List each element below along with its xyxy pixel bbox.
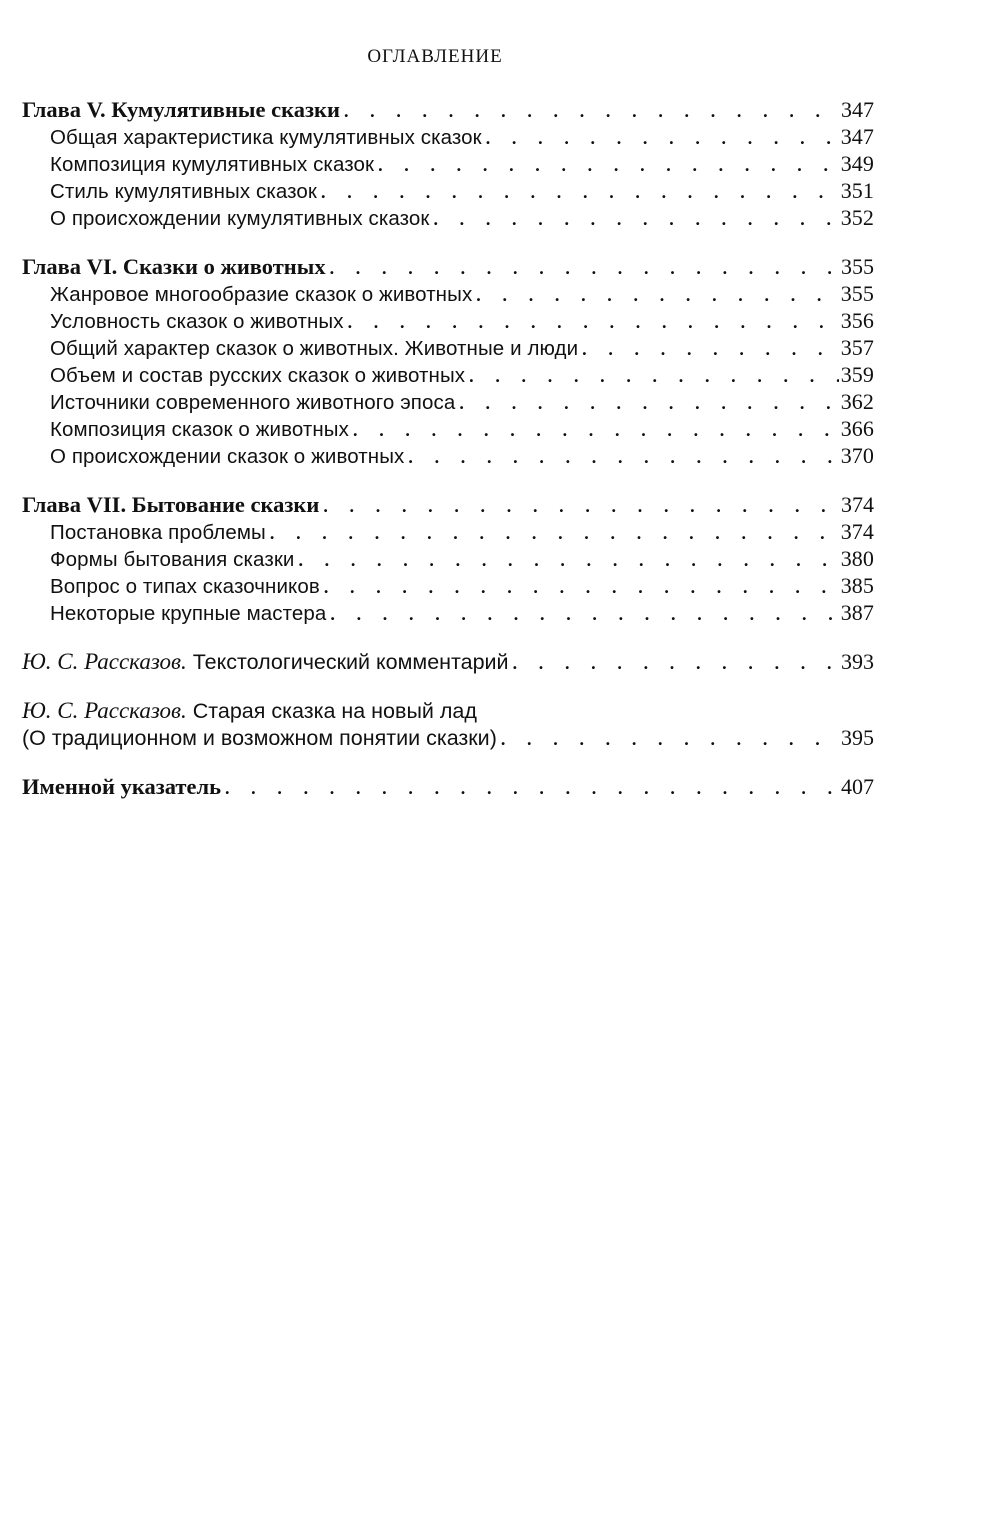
toc-section[interactable] <box>22 518 874 545</box>
page-number: 393 <box>841 649 874 674</box>
dot-leader <box>323 493 839 520</box>
page-number: 387 <box>840 600 874 625</box>
toc-chapter-7 <box>22 491 874 626</box>
toc-section[interactable] <box>22 599 874 626</box>
dot-leader <box>330 255 839 282</box>
page-number: 374 <box>841 492 874 517</box>
chapter-title: Глава VII. Бытование сказки <box>22 492 320 517</box>
section-title: Формы бытования сказки <box>50 548 295 571</box>
index-title: Именной указатель <box>22 774 221 799</box>
page-number: 351 <box>840 178 874 203</box>
page-number: 355 <box>841 254 874 279</box>
table-of-contents <box>22 96 874 800</box>
dot-leader <box>330 601 838 628</box>
page-number: 352 <box>840 205 874 230</box>
page-number: 347 <box>841 97 874 122</box>
section-title: О происхождении кумулятивных сказок <box>50 207 430 230</box>
section-title: О происхождении сказок о животных <box>50 445 405 468</box>
dot-leader <box>433 206 838 233</box>
toc-section[interactable] <box>22 150 874 177</box>
page-number: 366 <box>840 416 874 441</box>
article-author: Ю. С. Рассказов. <box>22 649 187 674</box>
page-number: 407 <box>841 774 874 799</box>
section-title: Объем и состав русских сказок о животных <box>50 364 466 387</box>
section-title: Общий характер сказок о животных. Животные и люди <box>50 337 579 360</box>
dot-leader <box>501 726 839 753</box>
page-number: 355 <box>840 281 874 306</box>
dot-leader <box>459 390 838 417</box>
section-title: Постановка проблемы <box>50 521 266 544</box>
dot-leader <box>225 775 839 802</box>
dot-leader <box>582 336 839 363</box>
page-number: 362 <box>840 389 874 414</box>
article-title: Текстологический комментарий <box>192 650 509 674</box>
section-title: Условность сказок о животных <box>50 310 344 333</box>
dot-leader <box>348 309 839 336</box>
toc-section[interactable] <box>22 388 874 415</box>
dot-leader <box>298 547 838 574</box>
chapter-heading[interactable] <box>22 253 874 280</box>
chapter-title: Глава VI. Сказки о животных <box>22 254 326 279</box>
dot-leader <box>486 125 839 152</box>
dot-leader <box>378 152 839 179</box>
section-title: Стиль кумулятивных сказок <box>50 180 317 203</box>
toc-chapter-5 <box>22 96 874 231</box>
article-row <box>22 648 874 675</box>
page-number: 395 <box>841 725 874 750</box>
page-number: 347 <box>840 124 874 149</box>
toc-section[interactable] <box>22 572 874 599</box>
section-title: Композиция кумулятивных сказок <box>50 153 375 176</box>
section-title: Композиция сказок о животных <box>50 418 349 441</box>
article-title-line-2: (О традиционном и возможном понятии сказки) <box>22 726 497 750</box>
dot-leader <box>476 282 838 309</box>
section-title: Некоторые крупные мастера <box>50 602 327 625</box>
section-title: Общая характеристика кумулятивных сказок <box>50 126 482 149</box>
chapter-heading[interactable] <box>22 491 874 518</box>
toc-section[interactable] <box>22 334 874 361</box>
toc-section[interactable] <box>22 545 874 572</box>
page-number: 370 <box>840 443 874 468</box>
chapter-heading[interactable] <box>22 96 874 123</box>
running-title: ОГЛАВЛЕНИЕ <box>367 46 503 67</box>
article-title-line-1: Старая сказка на новый лад <box>192 699 477 723</box>
dot-leader <box>408 444 838 471</box>
toc-article-commentary[interactable] <box>22 648 874 675</box>
page-number: 359 <box>840 362 874 387</box>
dot-leader <box>344 98 839 125</box>
toc-section[interactable] <box>22 361 874 388</box>
dot-leader <box>324 574 839 601</box>
article-row <box>22 724 874 751</box>
toc-name-index[interactable] <box>22 773 874 800</box>
toc-section[interactable] <box>22 204 874 231</box>
dot-leader <box>270 520 839 547</box>
toc-article-old-tale[interactable] <box>22 697 874 751</box>
toc-section[interactable] <box>22 123 874 150</box>
dot-leader <box>469 363 839 390</box>
toc-chapter-6 <box>22 253 874 469</box>
page-number: 385 <box>840 573 874 598</box>
page-number: 380 <box>840 546 874 571</box>
toc-section[interactable] <box>22 442 874 469</box>
article-author: Ю. С. Рассказов. <box>22 698 187 723</box>
toc-section[interactable] <box>22 307 874 334</box>
article-line-1 <box>22 697 874 724</box>
dot-leader <box>321 179 839 206</box>
article-title-wrap <box>22 648 509 676</box>
chapter-title: Глава V. Кумулятивные сказки <box>22 97 340 122</box>
dot-leader <box>353 417 839 444</box>
dot-leader <box>513 650 839 677</box>
toc-section[interactable] <box>22 280 874 307</box>
section-title: Вопрос о типах сказочников <box>50 575 320 598</box>
toc-section[interactable] <box>22 177 874 204</box>
page-number: 374 <box>840 519 874 544</box>
page-number: 349 <box>840 151 874 176</box>
page-number: 357 <box>840 335 874 360</box>
toc-section[interactable] <box>22 415 874 442</box>
page-number: 356 <box>840 308 874 333</box>
section-title: Источники современного животного эпоса <box>50 391 456 414</box>
section-title: Жанровое многообразие сказок о животных <box>50 283 473 306</box>
